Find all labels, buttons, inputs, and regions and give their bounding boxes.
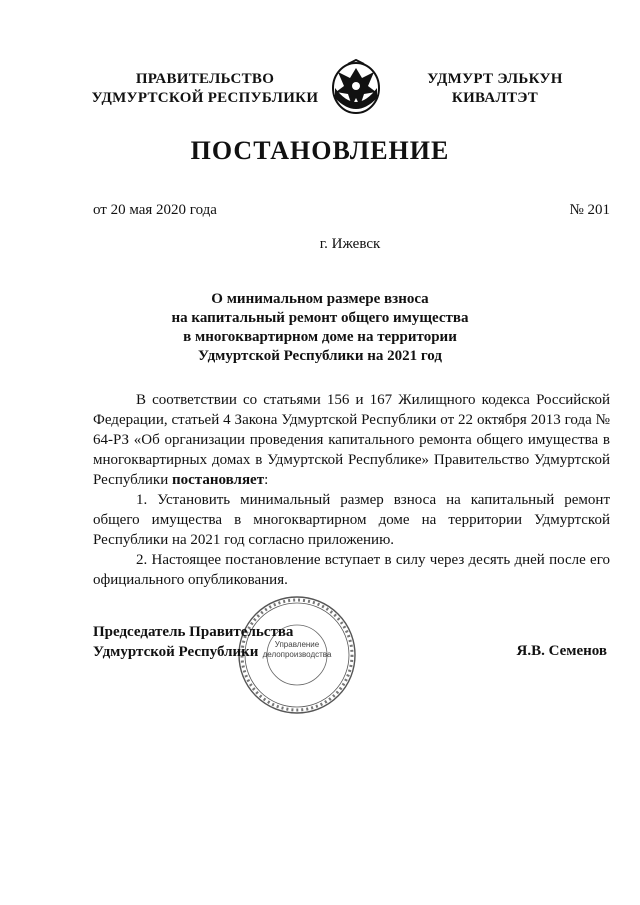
signature-position-line1: Председатель Правительства [93,624,294,640]
subject-line: О минимальном размере взноса [211,291,429,307]
header-right-line2: КИВАЛТЭТ [451,90,539,106]
document-number: № 201 [569,202,610,218]
subject-line: Удмуртской Республики на 2021 год [198,348,442,364]
document-date: от 20 мая 2020 года [93,202,217,218]
body-intro-end: : [264,472,269,488]
header-right [400,70,590,108]
stamp-inner-line1: Управление [274,640,320,649]
signature-position [93,622,293,662]
header-left-line1: ПРАВИТЕЛЬСТВО [135,71,275,87]
header-left-line2: УДМУРТСКОЙ РЕСПУБЛИКИ [91,90,319,106]
coat-of-arms-icon [330,58,382,116]
signature-position-line2: Удмуртской Республики [93,644,259,660]
document-city: г. Ижевск [319,236,381,252]
document-body [93,390,610,590]
document-title: ПОСТАНОВЛЕНИЕ [190,136,450,165]
body-intro-text: В соответствии со статьями 156 и 167 Жилищного кодекса Российской Федерации, статьей 4 Закона Удмуртской Республики от 22 октября 2013 года № 64-РЗ «Об организации проведения капитального ремонта общего имущества в многоквартирных домах в Удмуртской Республике» Правительство Удмуртской Республики [93,392,610,488]
body-item-2: 2. Настоящее постановление вступает в силу через десять дней после его официального опубликования. [93,552,610,588]
header-right-line1: УДМУРТ ЭЛЬКУН [427,71,563,87]
subject-line: в многоквартирном доме на территории [183,329,457,345]
body-item-1: 1. Установить минимальный размер взноса на капитальный ремонт общего имущества в многоквартирном доме на территории Удмуртской Республики на 2021 год согласно приложению. [93,492,610,548]
body-intro-keyword: постановляет [172,472,265,488]
subject-line: на капитальный ремонт общего имущества [171,310,469,326]
document-subject [40,290,600,366]
stamp-inner-line2: делопроизводства [262,650,332,659]
body-intro-paragraph [93,390,610,490]
signature-name: Я.В. Семенов [516,643,607,659]
header-left [80,70,330,108]
